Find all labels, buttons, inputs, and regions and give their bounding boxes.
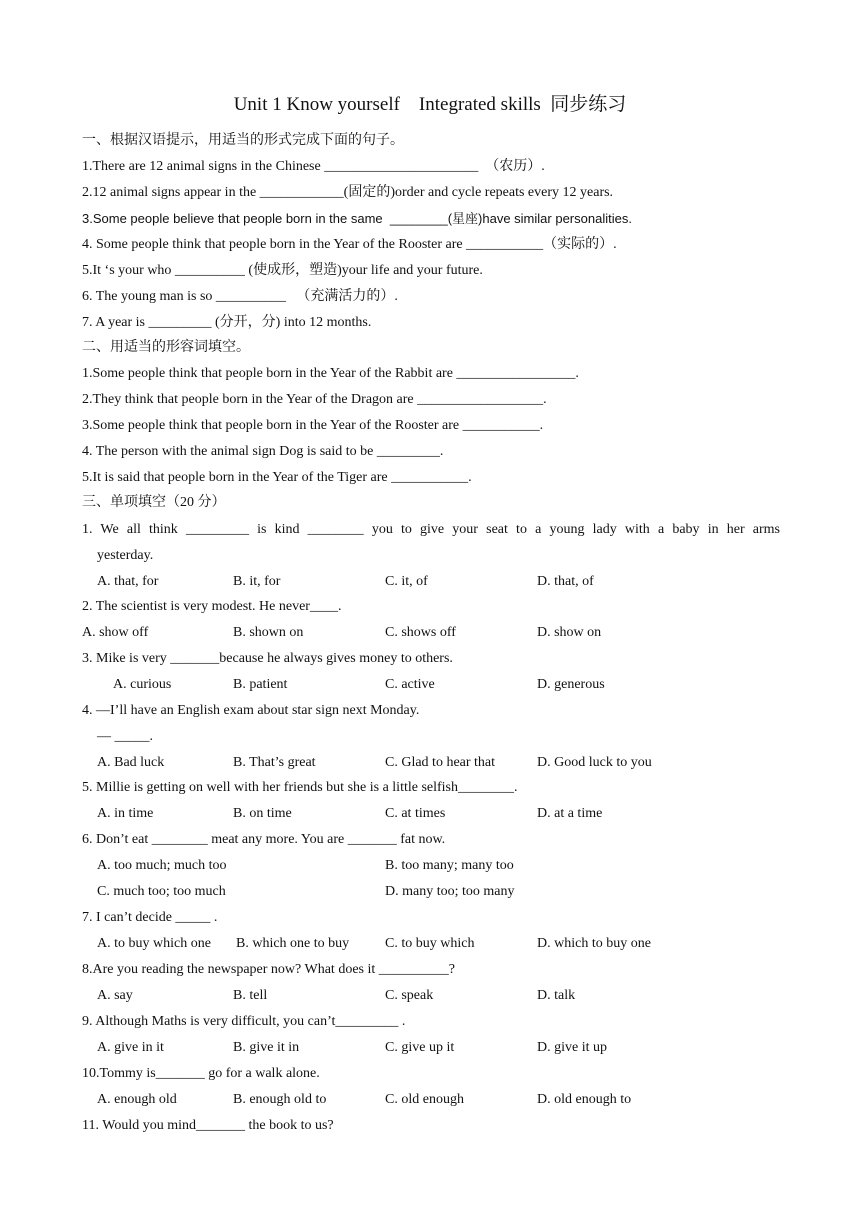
q8-option-c: C. speak <box>385 988 434 1003</box>
s1-item-1: 1.There are 12 animal signs in the Chinese ______________________ （农历）. <box>82 159 545 174</box>
q9-option-c: C. give up it <box>385 1040 455 1055</box>
section2-heading: 二、用适当的形容词填空。 <box>82 340 250 355</box>
q5-stem: 5. Millie is getting on well with her friends but she is a little selfish________. <box>82 780 518 795</box>
q7-stem: 7. I can’t decide _____ . <box>82 910 218 925</box>
q9-option-a: A. give in it <box>97 1040 164 1055</box>
q11-stem: 11. Would you mind_______ the book to us? <box>82 1118 334 1133</box>
q4-stem: 4. —I’ll have an English exam about star sign next Monday. <box>82 703 420 718</box>
q7-option-c: C. to buy which <box>385 936 475 951</box>
q6-option-a: A. too much; much too <box>97 858 227 873</box>
q7-option-b: B. which one to buy <box>236 936 350 951</box>
q6-option-d: D. many too; too many <box>385 884 515 899</box>
q8-stem: 8.Are you reading the newspaper now? What does it __________? <box>82 962 455 977</box>
q3-option-b: B. patient <box>233 677 288 692</box>
q3-option-a: A. curious <box>113 677 172 692</box>
q4-reply: — _____. <box>97 729 153 744</box>
q7-option-d: D. which to buy one <box>537 936 651 951</box>
s2-item-2: 2.They think that people born in the Year of the Dragon are __________________. <box>82 392 547 407</box>
s1-item-2: 2.12 animal signs appear in the ____________(固定的)order and cycle repeats every 12 years. <box>82 185 614 200</box>
section3-heading: 三、单项填空（20 分） <box>82 495 226 510</box>
q5-option-b: B. on time <box>233 806 292 821</box>
q3-option-c: C. active <box>385 677 435 692</box>
q5-option-a: A. in time <box>97 806 154 821</box>
q5-option-c: C. at times <box>385 806 446 821</box>
q9-stem: 9. Although Maths is very difficult, you can’t_________ . <box>82 1014 406 1029</box>
q2-option-b: B. shown on <box>233 625 304 640</box>
q6-option-c: C. much too; too much <box>97 884 226 899</box>
q2-option-a: A. show off <box>82 625 149 640</box>
q4-option-d: D. Good luck to you <box>537 755 652 770</box>
q8-option-b: B. tell <box>233 988 268 1003</box>
q7-option-a: A. to buy which one <box>97 936 211 951</box>
q1-option-b: B. it, for <box>233 574 281 589</box>
q2-option-d: D. show on <box>537 625 602 640</box>
page-title: Unit 1 Know yourself Integrated skills 同步练习 <box>233 94 627 115</box>
q8-option-a: A. say <box>97 988 133 1003</box>
q4-option-c: C. Glad to hear that <box>385 755 496 770</box>
s1-item-6: 6. The young man is so __________ （充满活力的）. <box>82 289 398 304</box>
s2-item-5: 5.It is said that people born in the Year of the Tiger are ___________. <box>82 470 472 485</box>
section1-heading: 一、根据汉语提示，用适当的形式完成下面的句子。 <box>82 133 404 148</box>
q3-option-d: D. generous <box>537 677 605 692</box>
q1-option-c: C. it, of <box>385 574 428 589</box>
q4-option-a: A. Bad luck <box>97 755 165 770</box>
q3-stem: 3. Mike is very _______because he always gives money to others. <box>82 651 453 666</box>
q1-option-a: A. that, for <box>97 574 159 589</box>
q2-stem: 2. The scientist is very modest. He never____. <box>82 599 342 614</box>
q4-option-b: B. That’s great <box>233 755 316 770</box>
s1-item-5: 5.It ‘s your who __________ (使成形，塑造)your life and your future. <box>82 263 483 278</box>
s1-item-7: 7. A year is _________ (分开，分) into 12 months. <box>82 315 372 330</box>
s2-item-1: 1.Some people think that people born in the Year of the Rabbit are _________________. <box>82 366 579 381</box>
q1-stem: 1. We all think _________ is kind ________ you to give your seat to a young lady with a baby in her arms <box>82 522 780 537</box>
s2-item-3: 3.Some people think that people born in the Year of the Rooster are ___________. <box>82 418 544 433</box>
q10-option-b: B. enough old to <box>233 1092 327 1107</box>
q9-option-d: D. give it up <box>537 1040 607 1055</box>
q5-option-d: D. at a time <box>537 806 603 821</box>
q6-option-b: B. too many; many too <box>385 858 514 873</box>
q1-option-d: D. that, of <box>537 574 594 589</box>
q10-option-d: D. old enough to <box>537 1092 632 1107</box>
q8-option-d: D. talk <box>537 988 576 1003</box>
q6-stem: 6. Don’t eat ________ meat any more. You are _______ fat now. <box>82 832 446 847</box>
s1-item-3: 3.Some people believe that people born in the same ________(星座)have similar personalities. <box>82 211 632 226</box>
q9-option-b: B. give it in <box>233 1040 300 1055</box>
q10-option-a: A. enough old <box>97 1092 177 1107</box>
s2-item-4: 4. The person with the animal sign Dog is said to be _________. <box>82 444 444 459</box>
q10-stem: 10.Tommy is_______ go for a walk alone. <box>82 1066 320 1081</box>
q1-stem-continued: yesterday. <box>97 548 154 563</box>
s1-item-4: 4. Some people think that people born in the Year of the Rooster are ___________（实际的）. <box>82 237 617 252</box>
q2-option-c: C. shows off <box>385 625 456 640</box>
q10-option-c: C. old enough <box>385 1092 464 1107</box>
